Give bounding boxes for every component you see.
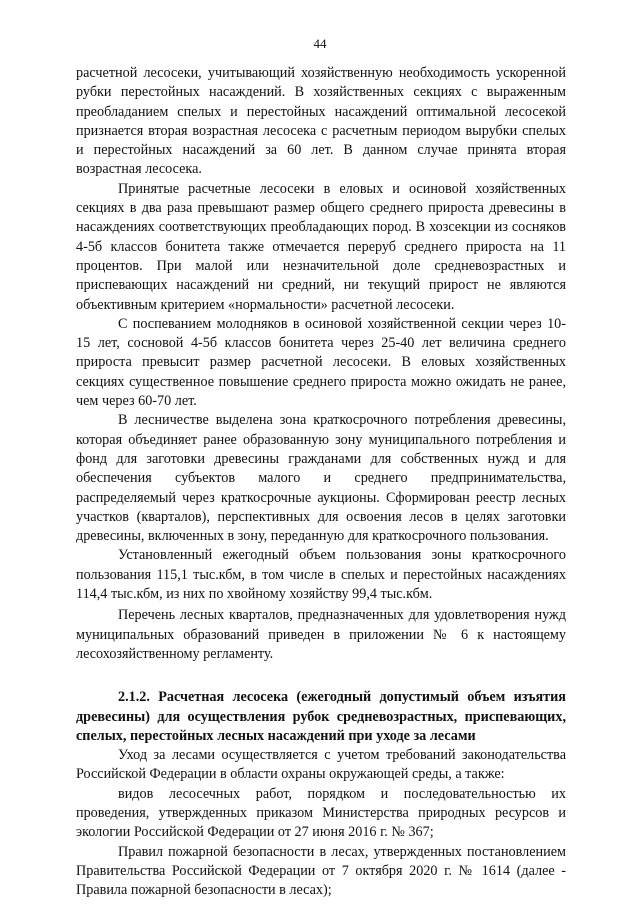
section-heading: 2.1.2. Расчетная лесосека (ежегодный допустимый объем изъятия древесины) для осуществления рубок средневозрастных, приспевающих, спелых, перестойных лесных насаждений при уходе за лесами (76, 689, 566, 744)
document-body (76, 64, 566, 900)
paragraph: расчетной лесосеки, учитывающий хозяйственную необходимость ускоренной рубки перестойных насаждений. В хозяйственных секциях с выраженным преобладанием спелых и перестойных насаждений оптимальной лесосекой признается вторая возрастная лесосека с расчетным периодом вырубки спелых и перестойных насаждений за 60 лет. В данном случае принята вторая возрастная лесосека. (76, 65, 566, 178)
paragraph: Установленный ежегодный объем пользования зоны краткосрочного пользования 115,1 тыс.кбм, в том числе в спелых и перестойных насаждениях 114,4 тыс.кбм, из них по хвойному хозяйству 99,4 тыс.кбм. (76, 547, 566, 603)
page-number: 44 (313, 36, 327, 51)
paragraph: видов лесосечных работ, порядком и последовательностью их проведения, утвержденных приказом Министерства природных ресурсов и экологии Российской Федерации от 27 июня 2016 г. № 367; (76, 785, 566, 841)
paragraph: Правил пожарной безопасности в лесах, утвержденных постановлением Правительства Российской Федерации от 7 октября 2020 г. № 1614 (далее - Правила пожарной безопасности в лесах); (76, 843, 566, 899)
paragraph: Перечень лесных кварталов, предназначенных для удовлетворения нужд муниципальных образований приведен в приложении № 6 к настоящему лесохозяйственному регламенту. (76, 607, 566, 662)
paragraph: В лесничестве выделена зона краткосрочного потребления древесины, которая объединяет ранее образованную зону муниципального потребления и фонд для заготовки древесины гражданами для собственных нужд и для обеспечения субъектов малого и среднего предпринимательства, распределяемый через краткосрочные аукционы. Сформирован реестр лесных участков (кварталов), перспективных для освоения лесов в целях заготовки древесины, включенных в зону, переданную для краткосрочного пользования. (76, 412, 566, 545)
paragraph: Принятые расчетные лесосеки в еловых и осиновой хозяйственных секциях в два раза превышают размер общего среднего прироста древесины в насаждениях соответствующих преобладающих пород. В хозсекции из сосняков 4-5б классов бонитета также отмечается переруб среднего прироста на 11 процентов. При малой или незначительной доле средневозрастных и приспевающих насаждений ни средний, ни текущий прирост не являются объективным критерием «нормальности» расчетной лесосеки. (76, 180, 566, 313)
paragraph: С поспеванием молодняков в осиновой хозяйственной секции через 10-15 лет, сосновой 4-5б классов бонитета через 25-40 лет величина среднего прироста превысит размер расчетной лесосеки. В еловых хозяйственных секциях существенное повышение среднего прироста можно ожидать не ранее, чем через 60-70 лет. (76, 315, 566, 410)
paragraph: Уход за лесами осуществляется с учетом требований законодательства Российской Федерации в области охраны окружающей среды, а также: (76, 747, 566, 783)
